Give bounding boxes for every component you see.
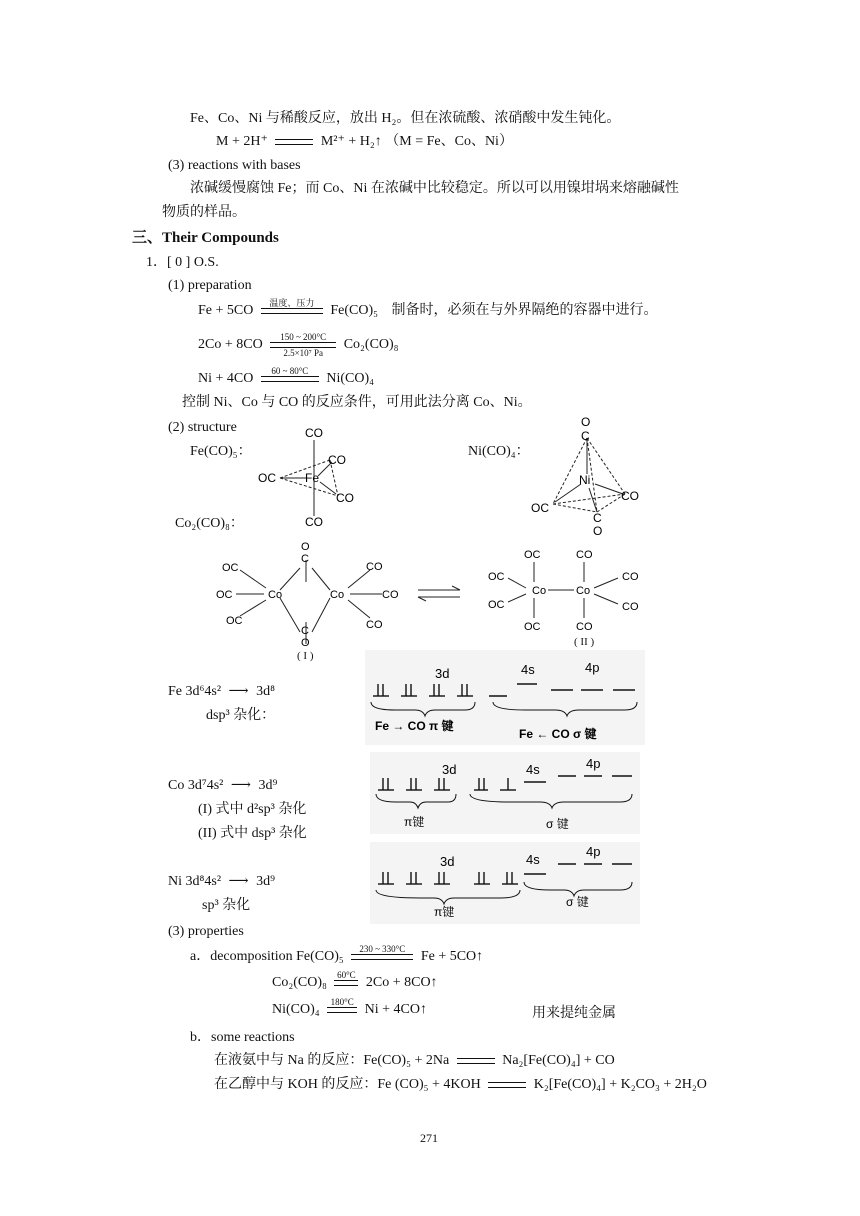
eq-left: a．decomposition Fe(CO)₅ xyxy=(190,949,344,965)
arrow-icon: ⟶ xyxy=(228,874,249,889)
ligand-label: CO xyxy=(576,549,593,561)
eq-right: Ni(CO)₄ xyxy=(326,371,374,387)
subheading: (1) preparation xyxy=(168,278,252,293)
orbital-label: 4s xyxy=(521,662,535,677)
ligand-label: OC xyxy=(524,549,541,561)
bond-label: Fe ← CO σ 键 xyxy=(519,727,597,741)
config-text: Co 3d⁷4s² xyxy=(168,778,224,793)
atom-label: C xyxy=(301,553,309,565)
bond-label: σ 键 xyxy=(566,895,589,909)
config-text: Fe 3d⁶4s² xyxy=(168,684,222,699)
equals-sign xyxy=(488,1082,526,1088)
ligand-label: CO xyxy=(336,491,354,505)
config-text: 3d⁹ xyxy=(258,778,278,793)
equilibrium-arrows xyxy=(414,584,464,604)
eq-right: Ni + 4CO↑ xyxy=(364,1002,427,1018)
equals-sign xyxy=(275,139,313,145)
eq-left: Co₂(CO)₈ xyxy=(272,975,327,991)
orbital-label: 4p xyxy=(586,844,601,859)
orbital-label: 3d xyxy=(435,666,450,681)
equation xyxy=(216,133,513,151)
ni-orbital-diagram xyxy=(370,842,640,924)
equals-sign xyxy=(457,1058,495,1064)
equation xyxy=(272,970,438,996)
ligand-label: CO xyxy=(366,619,383,631)
atom-label: O xyxy=(301,541,310,553)
electron-config xyxy=(168,777,277,795)
orbital-label: 4p xyxy=(585,660,600,675)
formula-label: Ni(CO)₄： xyxy=(468,444,530,459)
equation xyxy=(198,298,658,324)
subheading: 1．[ 0 ] O.S. xyxy=(146,255,219,270)
eq-condition: 温度、压力 xyxy=(269,298,315,308)
config-text: 3d⁸ xyxy=(256,684,275,699)
atom-label: O xyxy=(593,524,603,538)
eq-note: 制备时，必须在与外界隔绝的容器中进行。 xyxy=(391,303,658,319)
eq-right: M²⁺ + H₂↑ （M = Fe、Co、Ni） xyxy=(320,134,513,149)
orbital-label: 3d xyxy=(440,854,455,869)
fe-co5-structure xyxy=(250,420,370,530)
ligand-label: OC xyxy=(226,615,243,627)
equation xyxy=(272,997,427,1023)
metal-label: Fe xyxy=(305,471,320,485)
bond-label: π键 xyxy=(404,815,425,829)
condition-equals xyxy=(261,366,319,392)
subheading: (2) structure xyxy=(168,420,237,435)
ligand-label: CO xyxy=(305,426,323,440)
eq-condition: 180°C xyxy=(330,997,354,1007)
atom-label: O xyxy=(301,637,310,649)
text-line: Fe、Co、Ni 与稀酸反应，放出 H₂。但在浓硫酸、浓硝酸中发生钝化。 xyxy=(190,111,621,126)
eq-left: Ni(CO)₄ xyxy=(272,1002,320,1018)
metal-label: Co xyxy=(532,585,547,597)
config-text: Ni 3d⁸4s² xyxy=(168,874,222,889)
orbital-label: 4p xyxy=(586,756,601,771)
orbital-label: 4s xyxy=(526,762,540,777)
bond-label: σ 键 xyxy=(546,817,569,831)
ligand-label: OC xyxy=(488,571,505,583)
equation xyxy=(214,1076,707,1094)
ligand-label: CO xyxy=(382,589,399,601)
eq-left: 2Co + 8CO xyxy=(198,337,263,353)
atom-label: C xyxy=(581,429,590,443)
co2-co8-structure-ii xyxy=(484,544,654,648)
metal-label: Co xyxy=(268,589,283,601)
eq-right: 2Co + 8CO↑ xyxy=(365,975,438,991)
arrow-icon: ⟶ xyxy=(228,684,249,699)
section-heading: 三、Their Compounds xyxy=(132,230,279,246)
bond-label: Fe → CO π 键 xyxy=(375,719,454,733)
condition-equals xyxy=(261,298,323,324)
metal-label: Co xyxy=(330,589,345,601)
eq-condition: 150 ~ 200°C xyxy=(280,332,327,342)
hybrid-text: (I) 式中 d²sp³ 杂化 xyxy=(198,802,307,817)
ligand-label: OC xyxy=(222,562,239,574)
ligand-label: OC xyxy=(531,501,549,515)
bond-label: π键 xyxy=(434,905,455,919)
condition-equals xyxy=(334,970,358,996)
ligand-label: CO xyxy=(622,601,639,613)
ligand-label: CO xyxy=(305,515,323,529)
hybrid-text: (II) 式中 dsp³ 杂化 xyxy=(198,826,307,841)
ligand-label: OC xyxy=(216,589,233,601)
subheading: (3) properties xyxy=(168,924,244,939)
eq-left: M + 2H⁺ xyxy=(216,134,268,149)
text-note: 用来提纯金属 xyxy=(532,1006,616,1021)
equation xyxy=(198,332,399,358)
atom-label: C xyxy=(593,511,602,525)
eq-left: Fe + 5CO xyxy=(198,303,254,319)
subheading: (3) reactions with bases xyxy=(168,158,301,173)
electron-config xyxy=(168,683,275,701)
page-number: 271 xyxy=(420,1131,438,1145)
condition-equals xyxy=(270,332,336,358)
ni-co4-structure xyxy=(525,412,655,542)
hybrid-text: sp³ 杂化 xyxy=(202,898,251,913)
equation xyxy=(198,366,374,392)
eq-left: 在液氨中与 Na 的反应：Fe(CO)₅ + 2Na xyxy=(214,1053,450,1068)
metal-label: Ni xyxy=(579,473,591,487)
eq-condition: 60°C xyxy=(337,970,356,980)
eq-right: Co₂(CO)₈ xyxy=(343,337,399,353)
config-text: 3d⁹ xyxy=(256,874,275,889)
text-line: 物质的样品。 xyxy=(162,205,246,220)
co2-co8-structure-i xyxy=(212,538,412,662)
ligand-label: CO xyxy=(366,561,383,573)
electron-config xyxy=(168,873,275,891)
hybrid-text: dsp³ 杂化： xyxy=(206,708,276,723)
condition-equals xyxy=(327,997,357,1023)
ligand-label: OC xyxy=(258,471,276,485)
arrow-icon: ⟶ xyxy=(230,778,251,793)
atom-label: C xyxy=(301,625,309,637)
text-line: 控制 Ni、Co 与 CO 的反应条件，可用此法分离 Co、Ni。 xyxy=(182,395,532,410)
formula-label: Fe(CO)₅： xyxy=(190,444,252,459)
equation xyxy=(214,1052,615,1070)
eq-condition: 230 ~ 330°C xyxy=(359,944,406,954)
eq-left: Ni + 4CO xyxy=(198,371,254,387)
eq-condition: 60 ~ 80°C xyxy=(271,366,309,376)
eq-right: Fe(CO)₅ xyxy=(330,303,378,319)
ligand-label: OC xyxy=(488,599,505,611)
subheading: b．some reactions xyxy=(190,1030,295,1045)
atom-label: O xyxy=(581,415,591,429)
ligand-label: CO xyxy=(328,453,346,467)
eq-left: 在乙醇中与 KOH 的反应：Fe (CO)₅ + 4KOH xyxy=(214,1077,481,1092)
formula-label: Co₂(CO)₈： xyxy=(175,516,244,531)
co-orbital-diagram xyxy=(370,752,640,834)
eq-right: K₂[Fe(CO)₄] + K₂CO₃ + 2H₂O xyxy=(533,1077,707,1092)
isomer-label: ( I ) xyxy=(297,650,314,662)
condition-equals xyxy=(351,944,413,970)
ligand-label: OC xyxy=(524,621,541,633)
orbital-label: 4s xyxy=(526,852,540,867)
eq-right: Na₂[Fe(CO)₄] + CO xyxy=(502,1053,615,1068)
eq-condition: 2.5×10⁷ Pa xyxy=(283,348,324,358)
isomer-label: ( II ) xyxy=(574,636,595,648)
ligand-label: CO xyxy=(622,571,639,583)
text-line: 浓碱缓慢腐蚀 Fe；而 Co、Ni 在浓碱中比较稳定。所以可以用镍坩埚来熔融碱性 xyxy=(190,181,679,196)
eq-right: Fe + 5CO↑ xyxy=(420,949,484,965)
equation xyxy=(190,944,483,970)
ligand-label: CO xyxy=(621,489,639,503)
metal-label: Co xyxy=(576,585,591,597)
orbital-label: 3d xyxy=(442,762,457,777)
fe-orbital-diagram xyxy=(365,650,645,745)
ligand-label: CO xyxy=(576,621,593,633)
